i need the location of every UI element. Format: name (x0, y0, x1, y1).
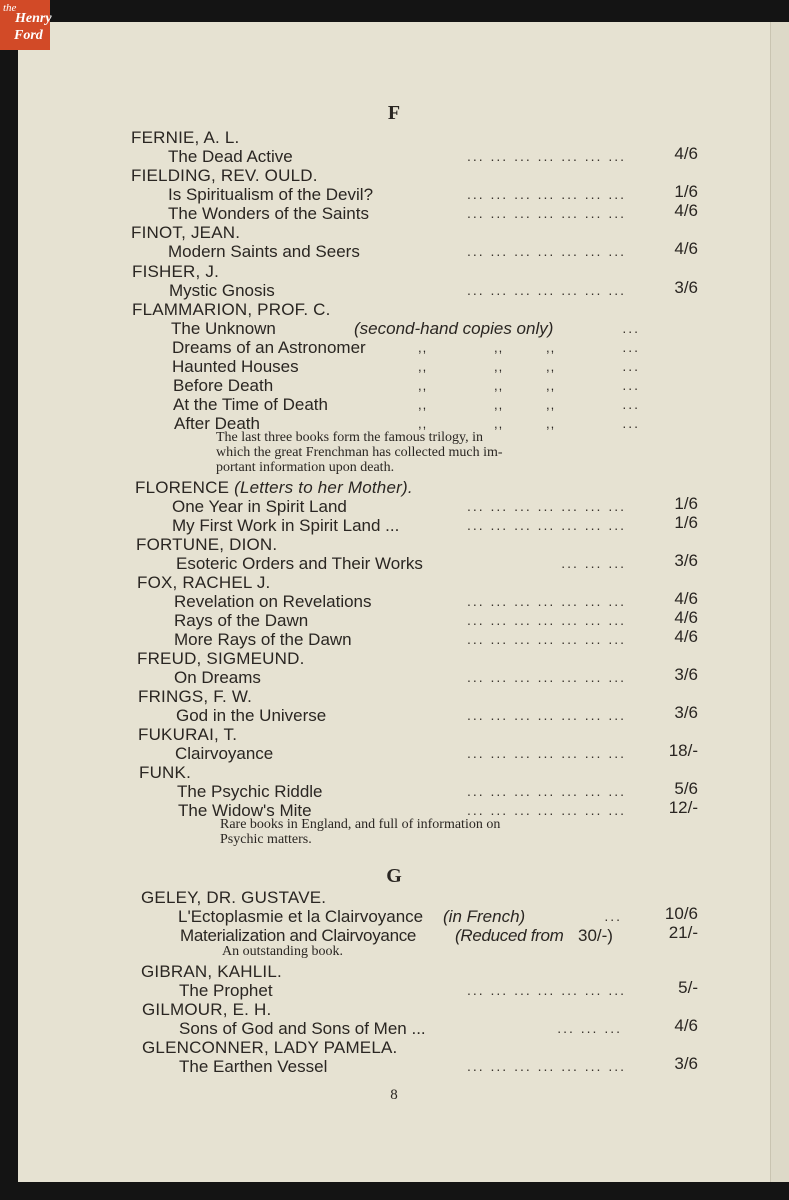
ditto-mark: ,, (494, 359, 504, 374)
book-title: After Death (174, 414, 260, 433)
author-fielding: FIELDING, REV. OULD. (131, 166, 318, 185)
book-title: Materialization and Clairvoyance (180, 926, 417, 945)
author-fortune: FORTUNE, DION. (136, 535, 278, 554)
entry-row (18, 338, 770, 357)
author-funk: FUNK. (139, 763, 191, 782)
dot-leader: ... ... ... ... ... ... ... (466, 982, 626, 998)
dot-leader: ... ... ... ... ... ... ... (466, 783, 626, 799)
henry-ford-logo (0, 0, 50, 50)
logo-text-the: the (3, 2, 17, 14)
dot-leader: ... ... ... ... ... ... ... (466, 148, 626, 164)
dot-leader: ... ... ... ... ... ... ... (466, 205, 626, 221)
dot-leader: ... ... ... (557, 1020, 622, 1036)
entry-row (18, 513, 770, 535)
book-price: 21/- (668, 923, 698, 942)
entry-row (18, 319, 770, 338)
dot-leader: ... ... ... ... ... ... ... (466, 186, 626, 202)
section-heading-f: F (387, 102, 401, 124)
ditto-mark: ,, (494, 340, 504, 355)
book-title: At the Time of Death (173, 395, 328, 414)
book-title: Revelation on Revelations (174, 592, 372, 611)
book-price: 4/6 (674, 589, 698, 608)
book-price: 4/6 (674, 608, 698, 627)
facing-page-edge (770, 22, 789, 1182)
ditto-mark: ,, (546, 397, 556, 412)
ditto-mark: ,, (418, 416, 428, 431)
dot-leader: ... ... ... ... ... ... ... (466, 282, 626, 298)
dot-leader: ... ... ... ... ... ... ... (466, 498, 626, 514)
book-title: Modern Saints and Seers (168, 242, 360, 261)
book-price: 3/6 (674, 278, 698, 297)
entry-row (18, 278, 770, 300)
author-freud: FREUD, SIGMEUND. (137, 649, 305, 668)
book-title: Sons of God and Sons of Men ... (179, 1019, 426, 1038)
dot-leader: ... ... ... ... ... ... ... (466, 707, 626, 723)
ditto-mark: ,, (418, 359, 428, 374)
book-title: The Unknown (171, 319, 276, 338)
dot-leader: ... ... ... ... ... ... ... (466, 517, 626, 533)
dot-leader: ... (622, 320, 640, 336)
dot-leader: ... ... ... ... ... ... ... (466, 745, 626, 761)
entry-row (18, 703, 770, 725)
dot-leader: ... (622, 377, 640, 393)
author-note: (Letters to her Mother). (234, 478, 413, 497)
entry-row (18, 978, 770, 1000)
entry-row (18, 627, 770, 649)
dot-leader: ... ... ... ... ... ... ... (466, 631, 626, 647)
book-price: 3/6 (674, 551, 698, 570)
book-price: 4/6 (674, 144, 698, 163)
author-fox: FOX, RACHEL J. (137, 573, 271, 592)
author-finot: FINOT, JEAN. (131, 223, 241, 242)
book-price: 3/6 (674, 1054, 698, 1073)
book-price: 18/- (668, 741, 698, 760)
book-title: Is Spiritualism of the Devil? (168, 185, 374, 204)
author-geley: GELEY, DR. GUSTAVE. (141, 888, 327, 907)
author-flammarion: FLAMMARION, PROF. C. (132, 300, 331, 319)
annotation-line: which the great Frenchman has collected much im- (216, 445, 503, 460)
dot-leader: ... ... ... ... ... ... ... (466, 802, 626, 818)
book-title: One Year in Spirit Land (172, 497, 347, 516)
book-price: 4/6 (674, 627, 698, 646)
ditto-mark: ,, (418, 378, 428, 393)
book-title: Haunted Houses (172, 357, 299, 376)
entry-row (18, 201, 770, 223)
entry-row (18, 144, 770, 166)
edition-note: (Reduced from (455, 926, 564, 945)
author-frings: FRINGS, F. W. (138, 687, 253, 706)
book-price: 12/- (668, 798, 698, 817)
book-price: 3/6 (674, 665, 698, 684)
entry-row (18, 923, 770, 945)
author-glenconner: GLENCONNER, LADY PAMELA. (142, 1038, 398, 1057)
book-title: Mystic Gnosis (169, 281, 275, 300)
book-title: Clairvoyance (175, 744, 274, 763)
book-price: 1/6 (674, 494, 698, 513)
book-price: 4/6 (674, 239, 698, 258)
catalog-page (18, 22, 770, 1182)
annotation-line: Psychic matters. (220, 832, 312, 847)
ditto-mark: ,, (546, 416, 556, 431)
annotation-line: An outstanding book. (222, 944, 343, 959)
book-price: 4/6 (674, 1016, 698, 1035)
entry-row (18, 239, 770, 261)
author-gibran: GIBRAN, KAHLIL. (141, 962, 282, 981)
book-price: 5/- (678, 978, 698, 997)
dot-leader: ... ... ... ... ... ... ... (466, 1058, 626, 1074)
book-title: My First Work in Spirit Land ... (172, 516, 400, 535)
author-fukurai: FUKURAI, T. (138, 725, 238, 744)
entry-row (18, 376, 770, 395)
ditto-mark: ,, (494, 397, 504, 412)
book-price: 3/6 (674, 703, 698, 722)
edition-note-price: 30/-) (578, 926, 613, 945)
dot-leader: ... ... ... (561, 555, 626, 571)
entry-row (18, 551, 770, 573)
ditto-mark: ,, (418, 397, 428, 412)
book-title: The Widow's Mite (178, 801, 312, 820)
dot-leader: ... (622, 358, 640, 374)
book-title: The Psychic Riddle (177, 782, 323, 801)
book-title: More Rays of the Dawn (174, 630, 352, 649)
dot-leader: ... (622, 396, 640, 412)
annotation-line: The last three books form the famous trilogy, in (216, 430, 483, 445)
book-price: 5/6 (674, 779, 698, 798)
book-title: Dreams of an Astronomer (172, 338, 366, 357)
section-heading-g: G (386, 865, 402, 887)
book-price: 4/6 (674, 201, 698, 220)
book-title: Before Death (173, 376, 274, 395)
logo-text-henry: Henry (15, 11, 52, 26)
book-title: The Earthen Vessel (179, 1057, 328, 1076)
dot-leader: ... (604, 908, 622, 924)
dot-leader: ... (622, 415, 640, 431)
dot-leader: ... ... ... ... ... ... ... (466, 612, 626, 628)
ditto-mark: ,, (546, 359, 556, 374)
book-title: God in the Universe (176, 706, 327, 725)
page-number: 8 (390, 1087, 398, 1103)
book-title: The Dead Active (168, 147, 293, 166)
book-title: Esoteric Orders and Their Works (176, 554, 423, 573)
author-name: FLORENCE (135, 478, 230, 497)
dot-leader: ... ... ... ... ... ... ... (466, 669, 626, 685)
book-price: 10/6 (664, 904, 698, 923)
ditto-mark: ,, (418, 340, 428, 355)
annotation-line: portant information upon death. (216, 460, 395, 475)
entry-row (18, 395, 770, 414)
entry-row (18, 1054, 770, 1076)
ditto-mark: ,, (546, 340, 556, 355)
ditto-mark: ,, (546, 378, 556, 393)
author-fisher: FISHER, J. (132, 262, 220, 281)
edition-note: (in French) (443, 907, 526, 926)
book-price: 1/6 (674, 182, 698, 201)
ditto-mark: ,, (494, 416, 504, 431)
annotation-line: Rare books in England, and full of information on (220, 817, 501, 832)
book-price: 1/6 (674, 513, 698, 532)
edition-note: (second-hand copies only) (354, 319, 554, 338)
entry-row (18, 357, 770, 376)
book-title: L'Ectoplasmie et la Clairvoyance (178, 907, 424, 926)
book-title: On Dreams (174, 668, 261, 687)
book-title: The Prophet (179, 981, 273, 1000)
entry-row (18, 1016, 770, 1038)
entry-row (18, 665, 770, 687)
dot-leader: ... (622, 339, 640, 355)
dot-leader: ... ... ... ... ... ... ... (466, 243, 626, 259)
book-title: The Wonders of the Saints (168, 204, 369, 223)
logo-text-ford: Ford (14, 28, 43, 43)
ditto-mark: ,, (494, 378, 504, 393)
entry-row (18, 741, 770, 763)
author-gilmour: GILMOUR, E. H. (142, 1000, 272, 1019)
author-fernie: FERNIE, A. L. (131, 128, 240, 147)
dot-leader: ... ... ... ... ... ... ... (466, 593, 626, 609)
book-title: Rays of the Dawn (174, 611, 309, 630)
